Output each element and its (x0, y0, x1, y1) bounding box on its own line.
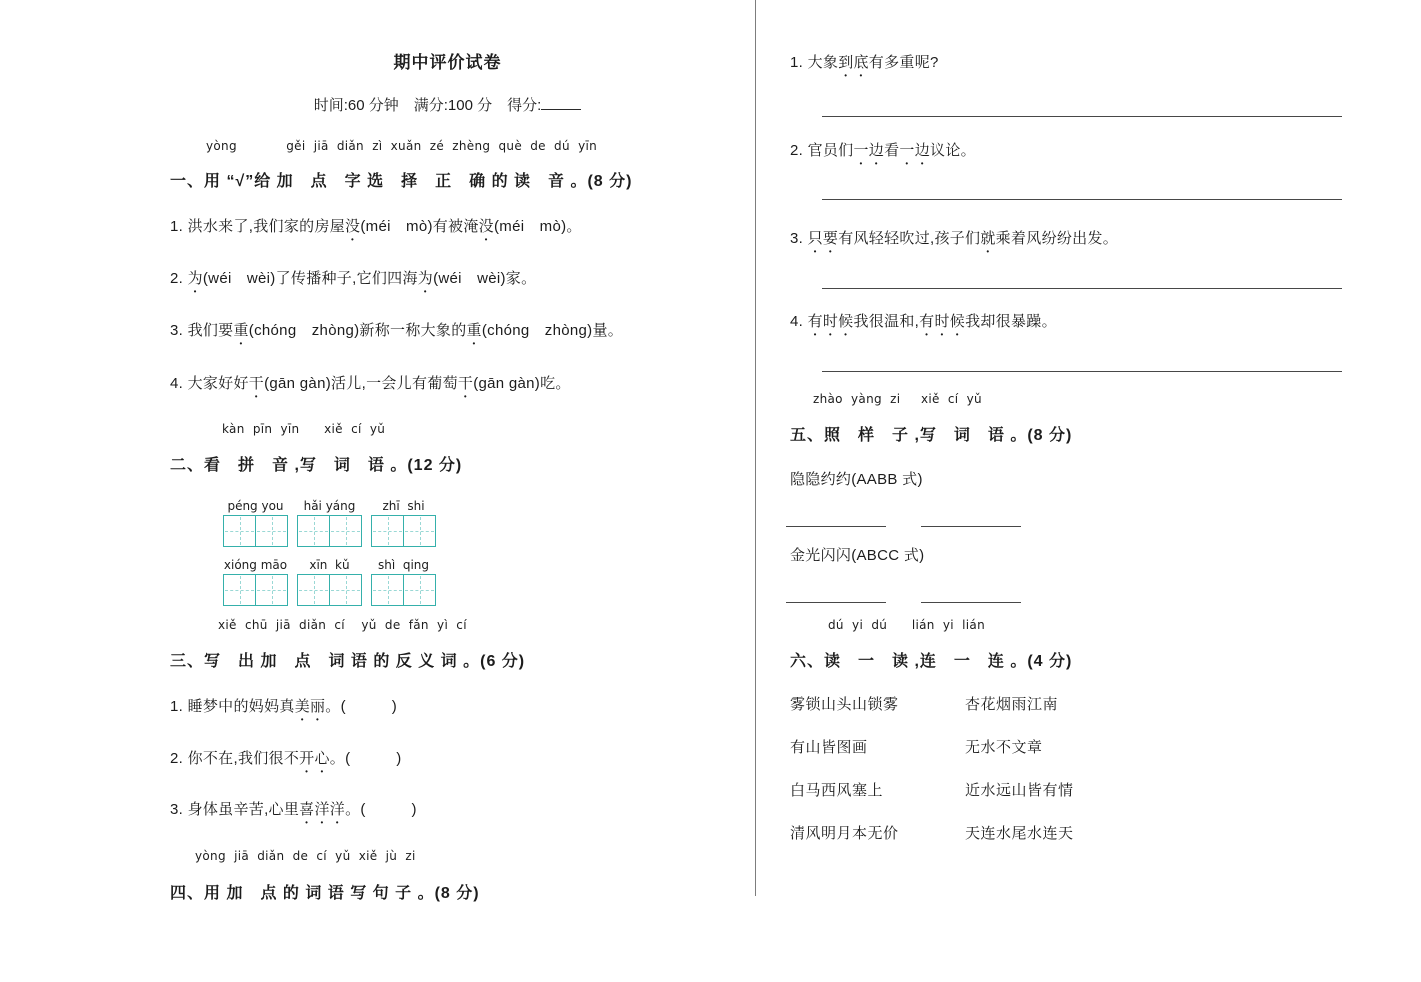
writing-cell (371, 574, 404, 606)
blank-line (921, 526, 1021, 527)
match-row (790, 738, 1355, 758)
section2-header: 二、看 拼 音 ,写 词 语 。(12 分) (170, 457, 463, 474)
section4-pinyin-guide: yòng jiā diǎn de cí yǔ xiě jù zi (195, 849, 416, 863)
section5-example-aabb: 隐隐约约(AABB 式) (790, 471, 923, 488)
section1-question-3: 3. 我们要重(chóng zhòng)新称一称大象的重(chóng zhòng)量。 (170, 322, 624, 339)
writing-cell (404, 515, 436, 547)
answer-line (822, 116, 1342, 117)
writing-cell (256, 515, 288, 547)
grid-pinyin-label: hǎi yáng (303, 499, 356, 513)
section1-question-2: 2. 为(wéi wèi)了传播种子,它们四海为(wéi wèi)家。 (170, 270, 537, 287)
section1-header: 一、用 “√”给 加 点 字 选 择 正 确 的 读 音 。(8 分) (170, 173, 633, 190)
left-column (170, 0, 725, 904)
section3-pinyin-guide: xiě chū jiā diǎn cí yǔ de fǎn yì cí (218, 618, 467, 632)
writing-cell (330, 574, 362, 606)
pinyin-writing-grid (223, 500, 725, 606)
section4-question-1: 1. 大象到底有多重呢? (790, 54, 939, 71)
exam-title: 期中评价试卷 (393, 53, 502, 72)
section5-header: 五、照 样 子 ,写 词 语 。(8 分) (790, 427, 1073, 444)
writing-grid-group (371, 559, 436, 606)
match-row (790, 824, 1355, 844)
writing-cells (223, 574, 288, 606)
writing-cell (223, 515, 256, 547)
answer-line (822, 371, 1342, 372)
writing-cell (330, 515, 362, 547)
blank-answer-row (786, 526, 1355, 527)
section3-question-1: 1. 睡梦中的妈妈真美丽。( ) (170, 698, 398, 715)
writing-cell (371, 515, 404, 547)
column-divider (755, 0, 756, 896)
answer-line (822, 199, 1342, 200)
writing-cells (371, 515, 436, 547)
right-column (790, 0, 1355, 844)
writing-grid-row (223, 559, 725, 606)
match-right-item: 杏花烟雨江南 (965, 696, 1059, 713)
writing-grid-group (371, 500, 436, 547)
grid-pinyin-label: zhī shi (382, 499, 425, 513)
writing-grid-group (223, 559, 288, 606)
grid-pinyin-label: péng you (227, 499, 284, 513)
match-left-item: 雾锁山头山锁雾 (790, 696, 899, 713)
blank-line (921, 602, 1021, 603)
exam-meta-text: 时间:60 分钟 满分:100 分 得分: (313, 97, 542, 114)
section3-header: 三、写 出 加 点 词 语 的 反 义 词 。(6 分) (170, 653, 526, 670)
writing-cell (297, 574, 330, 606)
match-right-item: 近水远山皆有情 (965, 782, 1074, 799)
section1-question-1: 1. 洪水来了,我们家的房屋没(méi mò)有被淹没(méi mò)。 (170, 218, 582, 235)
grid-pinyin-label: xīn kǔ (309, 558, 350, 572)
blank-line (786, 526, 886, 527)
match-right-item: 天连水尾水连天 (965, 825, 1074, 842)
writing-grid-group (297, 559, 362, 606)
writing-cell (297, 515, 330, 547)
section4-question-3: 3. 只要有风轻轻吹过,孩子们就乘着风纷纷出发。 (790, 230, 1119, 247)
blank-line (786, 602, 886, 603)
writing-grid-group (297, 500, 362, 547)
section6-header: 六、读 一 读 ,连 一 连 。(4 分) (790, 653, 1073, 670)
writing-cells (371, 574, 436, 606)
writing-cells (297, 515, 362, 547)
writing-grid-group (223, 500, 288, 547)
section4-header: 四、用 加 点 的 词 语 写 句 子 。(8 分) (170, 885, 480, 902)
section4-question-4: 4. 有时候我很温和,有时候我却很暴躁。 (790, 313, 1057, 330)
section1-pinyin-guide: yòng gěi jiā diǎn zì xuǎn zé zhèng què de dú yīn (206, 139, 598, 153)
exam-meta (170, 96, 725, 115)
writing-cells (223, 515, 288, 547)
section3-question-2: 2. 你不在,我们很不开心。( ) (170, 750, 402, 767)
match-left-item: 白马西风塞上 (790, 782, 884, 799)
section1-question-4: 4. 大家好好干(gān gàn)活儿,一会儿有葡萄干(gān gàn)吃。 (170, 375, 571, 392)
section6-pinyin-guide: dú yi dú lián yi lián (828, 618, 985, 632)
writing-cell (256, 574, 288, 606)
grid-pinyin-label: xióng māo (223, 558, 288, 572)
section4-question-2: 2. 官员们一边看一边议论。 (790, 142, 976, 159)
writing-cell (404, 574, 436, 606)
section3-question-3: 3. 身体虽辛苦,心里喜洋洋。( ) (170, 801, 417, 818)
section5-pinyin-guide: zhào yàng zi xiě cí yǔ (813, 392, 982, 406)
blank-answer-row (786, 602, 1355, 603)
section5-example-abcc: 金光闪闪(ABCC 式) (790, 547, 925, 564)
writing-grid-row (223, 500, 725, 547)
score-blank-line (541, 96, 581, 110)
match-row (790, 695, 1355, 715)
match-right-item: 无水不文章 (965, 739, 1043, 756)
match-row (790, 781, 1355, 801)
answer-line (822, 288, 1342, 289)
match-left-item: 有山皆图画 (790, 739, 868, 756)
writing-cells (297, 574, 362, 606)
section2-pinyin-guide: kàn pīn yīn xiě cí yǔ (222, 422, 386, 436)
writing-cell (223, 574, 256, 606)
match-left-item: 清风明月本无价 (790, 825, 899, 842)
grid-pinyin-label: shì qing (378, 558, 429, 572)
